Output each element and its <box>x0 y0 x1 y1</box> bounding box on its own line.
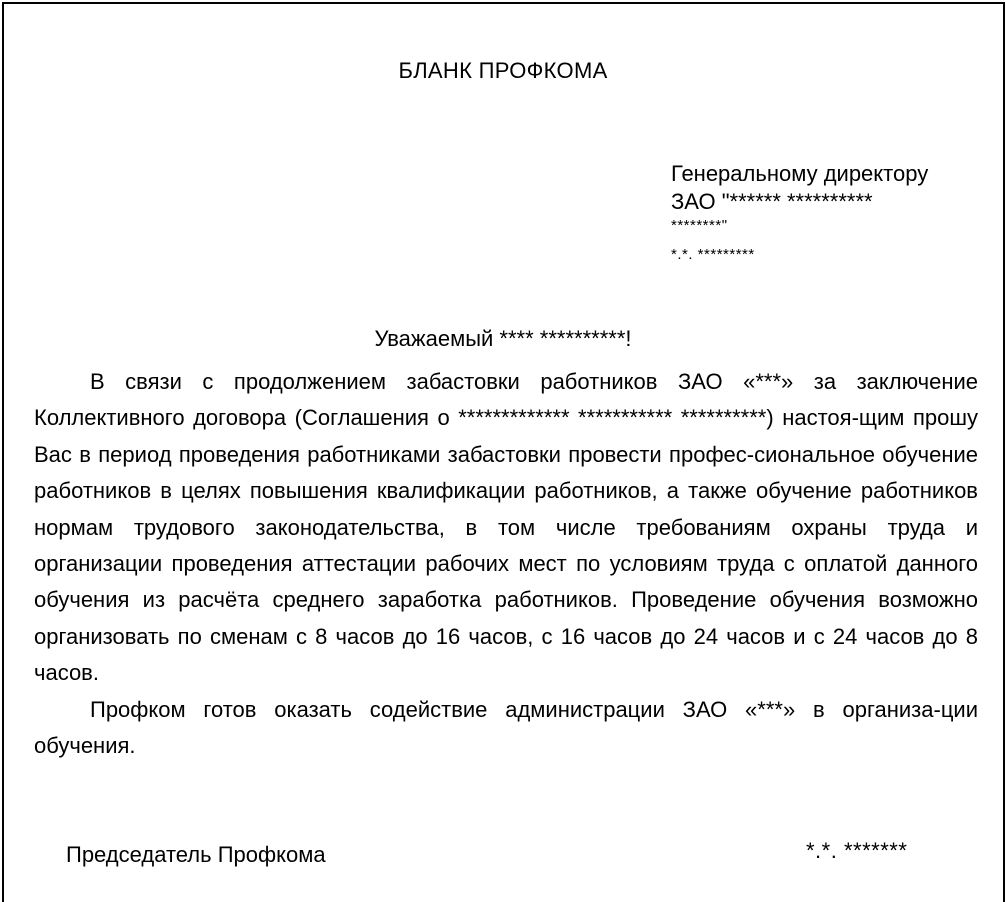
letter-body <box>34 364 978 764</box>
addressee-position: Генеральному директору <box>671 161 929 186</box>
addressee-company: ЗАО "****** ********** <box>671 189 873 214</box>
salutation: Уважаемый **** **********! <box>374 326 632 351</box>
letterhead-title: БЛАНК ПРОФКОМА <box>398 58 608 83</box>
body-paragraph: В связи с продолжением забастовки работников ЗАО «***» за заключение Коллективного договора (Соглашения о ************* *********** **********) настоя-щим прошу Вас в период проведения работниками забастовки провести профес-сиональное обучение работников в целях повышения квалификации работников, а также обучение работников нормам трудового законодательства, в том числе требованиям охраны труда и организации проведения аттестации рабочих мест по условиям труда с оплатой данного обучения из расчёта среднего заработка работников. Проведение обучения возможно организовать по сменам с 8 часов до 16 часов, с 16 часов до 24 часов и с 24 часов до 8 часов. <box>34 369 978 686</box>
addressee-name: *.*. ********* <box>671 246 755 263</box>
addressee-company-cont: ********" <box>671 217 728 234</box>
signature-name: *.*. ******* <box>806 838 908 863</box>
signature-title: Председатель Профкома <box>66 842 326 867</box>
body-paragraph: Профком готов оказать содействие администрации ЗАО «***» в организа-ции обучения. <box>34 696 978 759</box>
addressee-block <box>671 160 991 266</box>
